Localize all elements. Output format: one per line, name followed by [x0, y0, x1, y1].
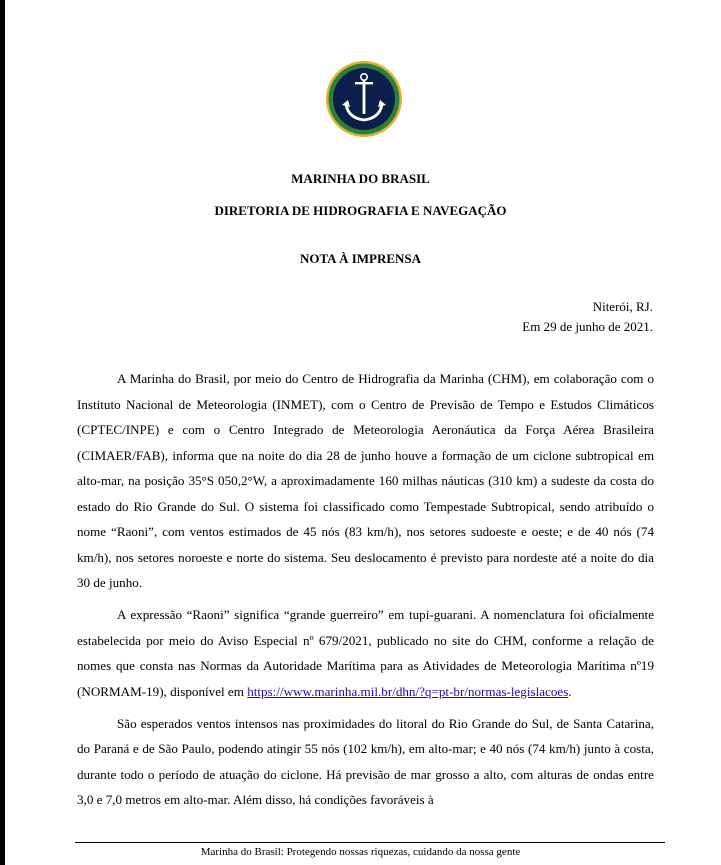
paragraph-1: A Marinha do Brasil, por meio do Centro de Hidrografia da Marinha (CHM), em colaboração com o Instituto Nacional de Meteorologia (INMET), com o Centro de Previsão de Tempo e Estudos Climáticos (CPTEC/INPE) e com o Centro Integrado de Meteorologia Aeronáutica da Força Aérea Brasileira (CIMAER/FAB), informa que na noite do dia 28 de junho houve a formação de um ciclone subtropical em alto-mar, na posição 35°S 050,2°W, a aproximadamente 160 milhas náuticas (310 km) a sudeste da costa do estado do Rio Grande do Sul. O sistema foi classificado como Tempestade Subtropical, sendo atribuído o nome “Raoni”, com ventos estimados de 45 nós (83 km/h), nos setores sudoeste e oeste; e de 40 nós (74 km/h), nos setores noroeste e norte do sistema. Seu deslocamento é previsto para nordeste até a noite do dia 30 de junho.: [77, 371, 654, 590]
footer-motto: Marinha do Brasil: Protegendo nossas riquezas, cuidando da nossa gente: [200, 846, 521, 858]
paragraph-2: [77, 602, 654, 704]
directorate-heading: DIRETORIA DE HIDROGRAFIA E NAVEGAÇÃO: [214, 203, 507, 218]
paragraph-3: São esperados ventos intensos nas proximidades do litoral do Rio Grande do Sul, de Santa Catarina, do Paraná e de São Paulo, podendo atingir 55 nós (102 km/h), em alto-mar; e 40 nós (74 km/h) junto à costa, durante todo o período de atuação do ciclone. Há previsão de mar grosso a alto, com alturas de ondas entre 3,0 e 7,0 metros em alto-mar. Além disso, há condições favoráveis à: [77, 715, 654, 807]
place: Niterói, RJ.: [592, 299, 653, 314]
footer-divider: [75, 842, 665, 843]
page-edge: [0, 0, 5, 865]
anchor-emblem-icon: [325, 60, 403, 138]
normas-link[interactable]: https://www.marinha.mil.br/dhn/?q=pt-br/normas-legislacoes: [247, 683, 569, 699]
document-type-heading: NOTA À IMPRENSA: [299, 251, 422, 266]
paragraph-2-text: A expressão “Raoni” significa “grande guerreiro” em tupi-guarani. A nomenclatura foi oficialmente estabelecida por meio do Aviso Especial nº 679/2021, publicado no site do CHM, conforme a relação de nomes que consta nas Normas da Autoridade Marítima para as Atividades de Meteorologia Marítima nº19 (NORMAM-19), disponível em: [77, 607, 654, 699]
org-heading: MARINHA DO BRASIL: [291, 171, 430, 186]
date: Em 29 de junho de 2021.: [522, 319, 653, 334]
paragraph-2-end: .: [568, 683, 572, 699]
place-date-block: [522, 297, 653, 337]
body-text: [77, 366, 654, 819]
